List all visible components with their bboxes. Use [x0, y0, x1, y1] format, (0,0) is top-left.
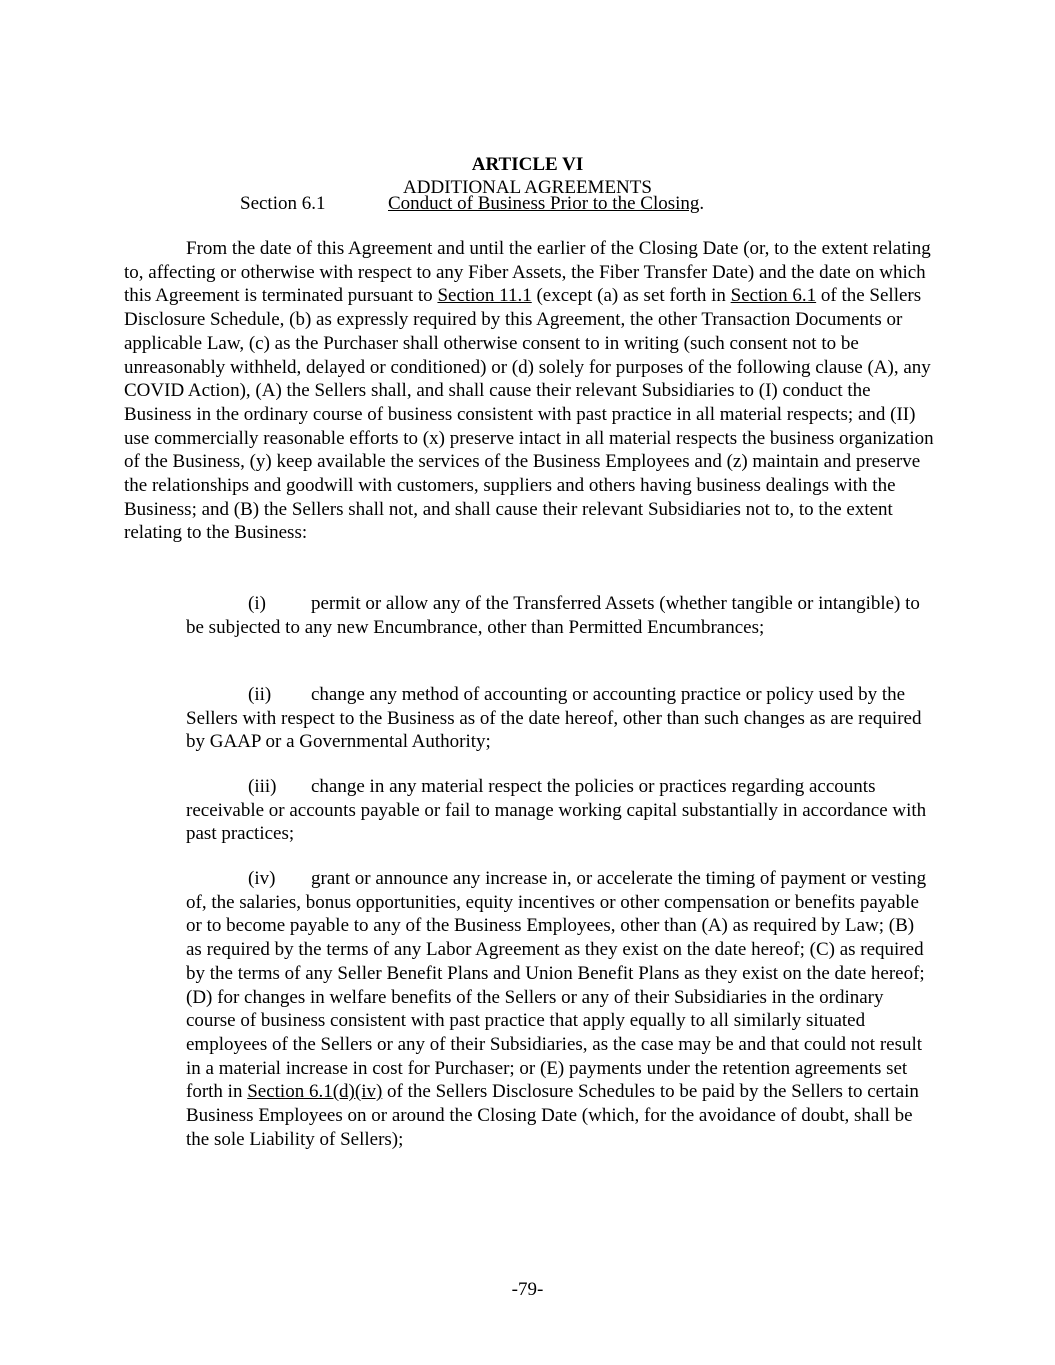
paragraph-text: permit or allow any of the Transferred Assets (whether tangible or intangible) to be subjected to any new Encumbrance, other than Permitted Encumbrances;: [186, 593, 920, 638]
paragraph-text: change any method of accounting or accounting practice or policy used by the Sellers with respect to the Business as of the date hereof, other than such changes as are required by GAAP or a Governmental Authority;: [186, 684, 922, 753]
paragraph-text: (except (a) as set forth in: [531, 285, 731, 307]
section-title-period: .: [699, 193, 705, 214]
paragraph-text: grant or announce any increase in, or accelerate the timing of payment or vesting of, the salaries, bonus opportunities, equity incentives or other compensation or benefits payable or to become payable to any of the Business Employees, other than (A) as required by Law; (B) as required by the terms of any Labor Agreement as they exist on the date hereof; (C) as required by the terms of any Seller Benefit Plans and Union Benefit Plans as they exist on the date hereof; (D) for changes in welfare benefits of the Sellers or any of their Subsidiaries in the ordinary course of business consistent with past practice that apply equally to all similarly situated employees of the Sellers or any of their Subsidiaries, as the case may be and that could not result in a material increase in cost for Purchaser; or (E) payments under the retention agreements set forth in: [186, 868, 927, 1103]
section-reference-link[interactable]: Section 6.1(d)(iv): [247, 1081, 383, 1103]
section-reference-link[interactable]: Section 11.1: [437, 285, 532, 307]
article-title: ADDITIONAL AGREEMENTS: [403, 177, 652, 198]
item-label: (ii): [248, 684, 272, 705]
page-number: -79-: [511, 1279, 544, 1300]
paragraph-text: From the date of this Agreement and until the earlier of the Closing Date (or, to the extent relating to, affecting or otherwise with respect to any Fiber Assets, the Fiber Transfer Date) and the date on which this Agreement is terminated pursuant to: [124, 238, 931, 307]
section-title: Conduct of Business Prior to the Closing: [388, 193, 700, 214]
list-item: [186, 592, 934, 639]
section-heading: [240, 193, 704, 215]
list-item: [186, 683, 934, 754]
list-item: [186, 775, 934, 846]
item-label: (iii): [248, 776, 277, 797]
list-item: [186, 867, 934, 1151]
item-label: (i): [248, 593, 266, 614]
article-number: ARTICLE VI: [471, 154, 584, 175]
intro-paragraph: [124, 237, 936, 545]
paragraph-text: of the Sellers Disclosure Schedule, (b) as expressly required by this Agreement, the other Transaction Documents or applicable Law, (c) as the Purchaser shall otherwise consent to in writing (such consent not to be unreasonably withheld, delayed or conditioned) or (d) solely for purposes of the following clause (A), any COVID Action), (A) the Sellers shall, and shall cause their relevant Subsidiaries to (I) conduct the Business in the ordinary course of business consistent with past practice in all material respects; and (II) use commercially reasonable efforts to (x) preserve intact in all material respects the business organization of the Business, (y) keep available the services of the Business Employees and (z) maintain and preserve the relationships and goodwill with customers, suppliers and others having business dealings with the Business; and (B) the Sellers shall not, and shall cause their relevant Subsidiaries not to, to the extent relating to the Business:: [124, 285, 934, 544]
paragraph-text: of the Sellers Disclosure Schedules to be paid by the Sellers to certain Business Employees on or around the Closing Date (which, for the avoidance of doubt, shall be the sole Liability of Sellers);: [186, 1081, 919, 1150]
section-number: Section 6.1: [240, 193, 326, 214]
item-label: (iv): [248, 868, 276, 889]
section-reference-link[interactable]: Section 6.1: [730, 285, 817, 307]
paragraph-text: change in any material respect the policies or practices regarding accounts receivable or accounts payable or fail to manage working capital substantially in accordance with past practices;: [186, 776, 927, 845]
